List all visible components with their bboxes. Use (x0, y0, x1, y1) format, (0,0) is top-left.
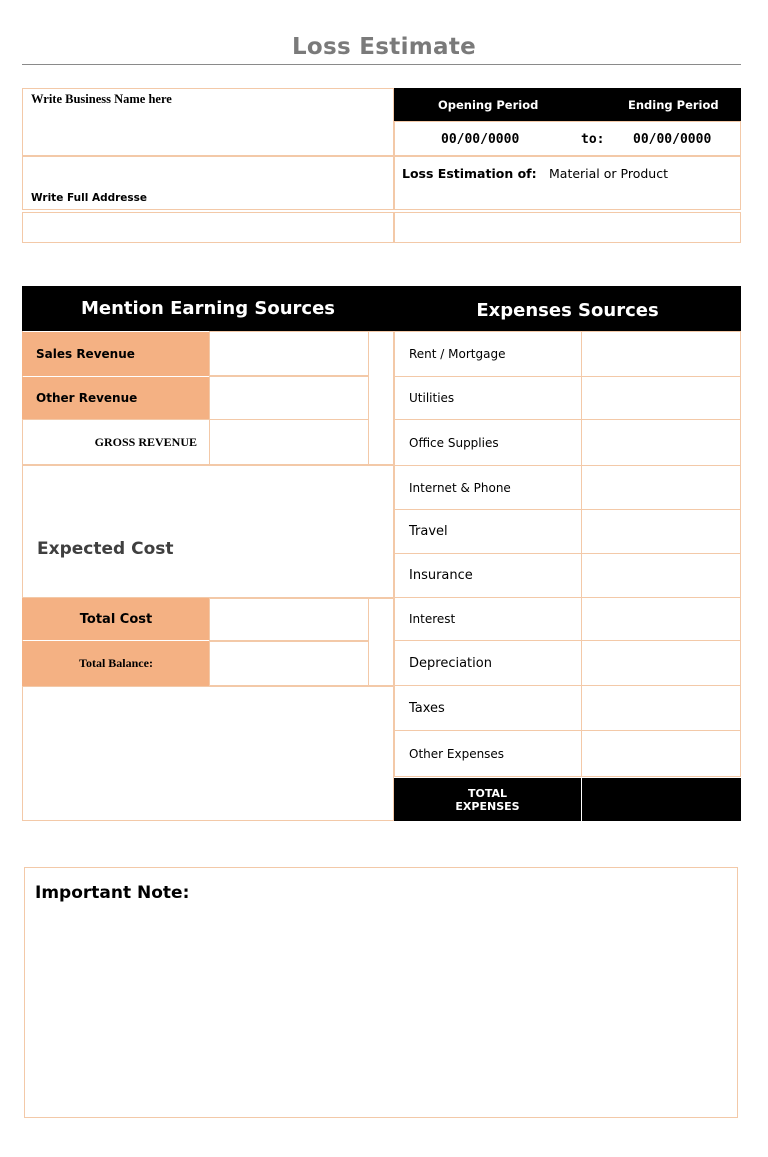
expense-label-cell (394, 509, 582, 554)
expenses-list (394, 331, 741, 777)
expense-other-expenses-value[interactable] (581, 730, 741, 777)
expense-label-cell (394, 419, 582, 466)
expense-internet-phone-value[interactable] (581, 465, 741, 510)
title-divider (22, 64, 741, 65)
total-cost-label-cell (22, 598, 210, 640)
cost-spacer-cell (368, 598, 394, 686)
expense-label-cell (394, 376, 582, 420)
total-expenses-line1: TOTAL (467, 787, 508, 800)
loss-estimation-cell (394, 156, 741, 210)
gross-revenue-value-cell[interactable] (209, 419, 369, 465)
expense-rent-value[interactable] (581, 331, 741, 377)
address-placeholder: Write Full Addresse (31, 192, 148, 204)
expense-travel-value[interactable] (581, 509, 741, 554)
gross-revenue-label: GROSS REVENUE (94, 434, 197, 449)
other-revenue-label-cell (22, 377, 210, 419)
expense-depreciation-label: Depreciation (409, 655, 492, 671)
expenses-sources-header (394, 286, 741, 331)
opening-date[interactable]: 00/00/0000 (441, 132, 520, 147)
expense-utilities-label: Utilities (409, 391, 455, 405)
business-name-placeholder: Write Business Name here (31, 92, 172, 106)
expense-travel-label: Travel (409, 524, 448, 539)
opening-period-label: Opening Period (438, 98, 539, 112)
period-header (394, 88, 741, 121)
total-expenses-line2: EXPENSES (455, 800, 520, 813)
total-balance-label: Total Balance: (79, 656, 153, 670)
important-note-box[interactable] (24, 867, 738, 1118)
expense-label-cell (394, 553, 582, 598)
page-title: Loss Estimate (291, 34, 477, 60)
sales-revenue-value-cell[interactable] (209, 331, 369, 376)
total-expenses-label (394, 778, 581, 813)
earning-sources-header-text: Mention Earning Sources (80, 298, 336, 319)
expense-label-cell (394, 331, 582, 377)
expense-depreciation-value[interactable] (581, 640, 741, 686)
expected-cost-label: Expected Cost (37, 539, 174, 559)
total-cost-value-cell[interactable] (209, 598, 369, 641)
other-revenue-label: Other Revenue (36, 391, 138, 405)
gross-revenue-label-cell (22, 419, 210, 465)
expense-rent-label: Rent / Mortgage (409, 347, 506, 361)
expense-label-cell (394, 597, 582, 641)
earning-sources-header (22, 286, 394, 331)
address-cell[interactable] (22, 156, 394, 210)
loss-estimation-label: Loss Estimation of: (402, 166, 537, 181)
expense-internet-phone-label: Internet & Phone (409, 480, 511, 495)
total-expenses-label-cell (394, 778, 581, 821)
info-extra-cell-left[interactable] (22, 212, 394, 243)
sales-revenue-label: Sales Revenue (36, 347, 135, 361)
expense-interest-label: Interest (409, 612, 456, 626)
earnings-blank-area (22, 686, 394, 821)
expense-interest-value[interactable] (581, 597, 741, 641)
business-name-cell[interactable] (22, 88, 394, 156)
ending-period-label: Ending Period (628, 98, 719, 112)
total-expenses-value-cell[interactable] (582, 778, 741, 821)
expense-taxes-label: Taxes (409, 700, 445, 716)
total-cost-label: Total Cost (79, 611, 153, 627)
expense-other-expenses-label: Other Expenses (409, 746, 505, 761)
ending-date[interactable]: 00/00/0000 (633, 132, 712, 147)
expense-office-supplies-label: Office Supplies (409, 435, 499, 450)
expense-insurance-label: Insurance (409, 568, 473, 583)
expense-label-cell (394, 730, 582, 777)
expense-taxes-value[interactable] (581, 685, 741, 731)
expense-office-supplies-value[interactable] (581, 419, 741, 466)
total-balance-label-cell (22, 641, 210, 686)
expected-cost-cell (22, 465, 394, 598)
info-extra-cell-right[interactable] (394, 212, 741, 243)
period-dates-row (394, 121, 741, 156)
loss-estimation-value[interactable]: Material or Product (549, 166, 668, 181)
total-balance-value-cell[interactable] (209, 641, 369, 686)
expense-label-cell (394, 640, 582, 686)
expense-label-cell (394, 685, 582, 731)
expense-label-cell (394, 465, 582, 510)
sales-revenue-label-cell (22, 332, 210, 376)
other-revenue-value-cell[interactable] (209, 376, 369, 420)
important-note-label: Important Note: (35, 883, 190, 903)
to-label: to: (581, 132, 605, 147)
expense-insurance-value[interactable] (581, 553, 741, 598)
expenses-sources-header-text: Expenses Sources (476, 300, 659, 321)
revenue-spacer-cell (368, 331, 394, 465)
expense-utilities-value[interactable] (581, 376, 741, 420)
